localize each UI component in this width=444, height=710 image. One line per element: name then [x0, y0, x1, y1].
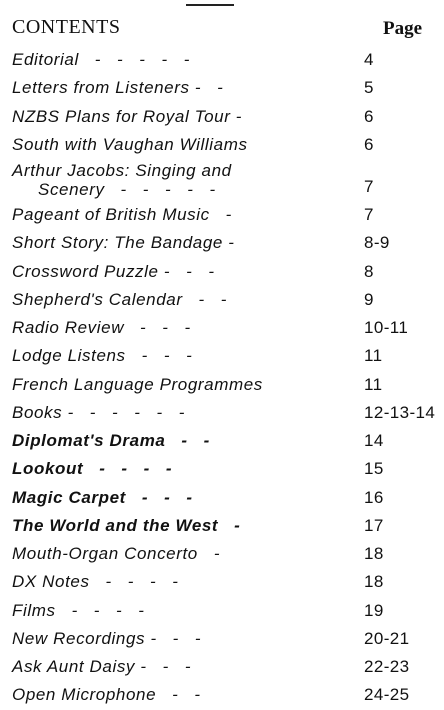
contents-entry[interactable] [0, 681, 444, 709]
entry-title-line-1: Arthur Jacobs: Singing and [12, 161, 232, 180]
contents-list [0, 46, 444, 710]
entry-page: 18 [364, 572, 384, 592]
contents-entry[interactable] [0, 103, 444, 131]
entry-title: Lodge Listens - - - [12, 346, 193, 366]
entry-page: 15 [364, 459, 384, 479]
entry-page: 9 [364, 289, 374, 309]
entry-page: 17 [364, 515, 384, 535]
contents-entry[interactable] [0, 286, 444, 314]
entry-title: Diplomat's Drama - - [12, 431, 210, 450]
contents-entry[interactable] [0, 74, 444, 102]
entry-page: 5 [364, 78, 374, 98]
entry-page: 6 [364, 106, 374, 126]
contents-entry[interactable] [0, 46, 444, 74]
contents-entry[interactable] [0, 597, 444, 625]
entry-title-line-2: Scenery - - - - - [38, 180, 216, 199]
contents-entry[interactable] [0, 371, 444, 399]
contents-entry[interactable] [0, 484, 444, 512]
entry-page: 6 [364, 134, 374, 154]
entry-page: 7 [364, 177, 374, 196]
entry-page: 20-21 [364, 628, 410, 648]
entry-page: 16 [364, 487, 384, 507]
entry-title: Lookout - - - - [12, 459, 173, 479]
entry-title: NZBS Plans for Royal Tour - [12, 106, 243, 126]
entry-page: 14 [364, 431, 384, 450]
entry-title: The World and the West - [12, 515, 241, 535]
entry-title: Open Microphone - - [12, 685, 201, 705]
top-rule [186, 4, 234, 6]
entry-page: 19 [364, 600, 384, 620]
entry-page: 7 [364, 205, 374, 224]
contents-entry[interactable] [0, 131, 444, 159]
contents-entry[interactable] [0, 258, 444, 286]
entry-page: 12-13-14 [364, 402, 436, 422]
contents-entry[interactable] [0, 427, 444, 455]
contents-entry[interactable] [0, 201, 444, 229]
entry-page: 24-25 [364, 685, 410, 705]
entry-title: Films - - - - [12, 600, 145, 620]
entry-page: 11 [364, 346, 383, 366]
entry-title [12, 161, 232, 199]
entry-page: 10-11 [364, 318, 409, 337]
contents-entry[interactable] [0, 455, 444, 483]
entry-title: French Language Programmes [12, 374, 263, 394]
entry-title: DX Notes - - - - [12, 572, 179, 592]
contents-heading: CONTENTS [12, 16, 121, 38]
entry-title: Letters from Listeners - - [12, 78, 224, 98]
entry-page: 18 [364, 544, 384, 563]
entry-page: 8-9 [364, 233, 390, 253]
page-column-heading: Page [383, 18, 423, 39]
contents-entry[interactable] [0, 625, 444, 653]
entry-title: Magic Carpet - - - [12, 487, 193, 507]
entry-title: Radio Review - - - [12, 318, 191, 337]
entry-title: Ask Aunt Daisy - - - [12, 657, 192, 676]
contents-entry[interactable] [0, 540, 444, 568]
entry-title: Shepherd's Calendar - - [12, 289, 228, 309]
contents-entry[interactable] [0, 512, 444, 540]
entry-title: Pageant of British Music - [12, 205, 232, 224]
contents-entry[interactable] [0, 342, 444, 370]
entry-title: New Recordings - - - [12, 628, 202, 648]
contents-entry[interactable] [0, 399, 444, 427]
contents-entry[interactable] [0, 568, 444, 596]
entry-page: 11 [364, 374, 383, 394]
contents-entry[interactable] [0, 229, 444, 257]
entry-title: Mouth-Organ Concerto - [12, 544, 221, 563]
entry-page: 8 [364, 261, 374, 281]
entry-title: South with Vaughan Williams [12, 134, 248, 154]
entry-title: Books - - - - - - [12, 402, 185, 422]
entry-page: 22-23 [364, 657, 410, 676]
contents-entry[interactable] [0, 653, 444, 681]
entry-title: Editorial - - - - - [12, 50, 190, 69]
entry-page: 4 [364, 50, 374, 69]
entry-title: Crossword Puzzle - - - [12, 261, 215, 281]
entry-title: Short Story: The Bandage - [12, 233, 235, 253]
contents-entry[interactable] [0, 159, 444, 201]
contents-entry[interactable] [0, 314, 444, 342]
